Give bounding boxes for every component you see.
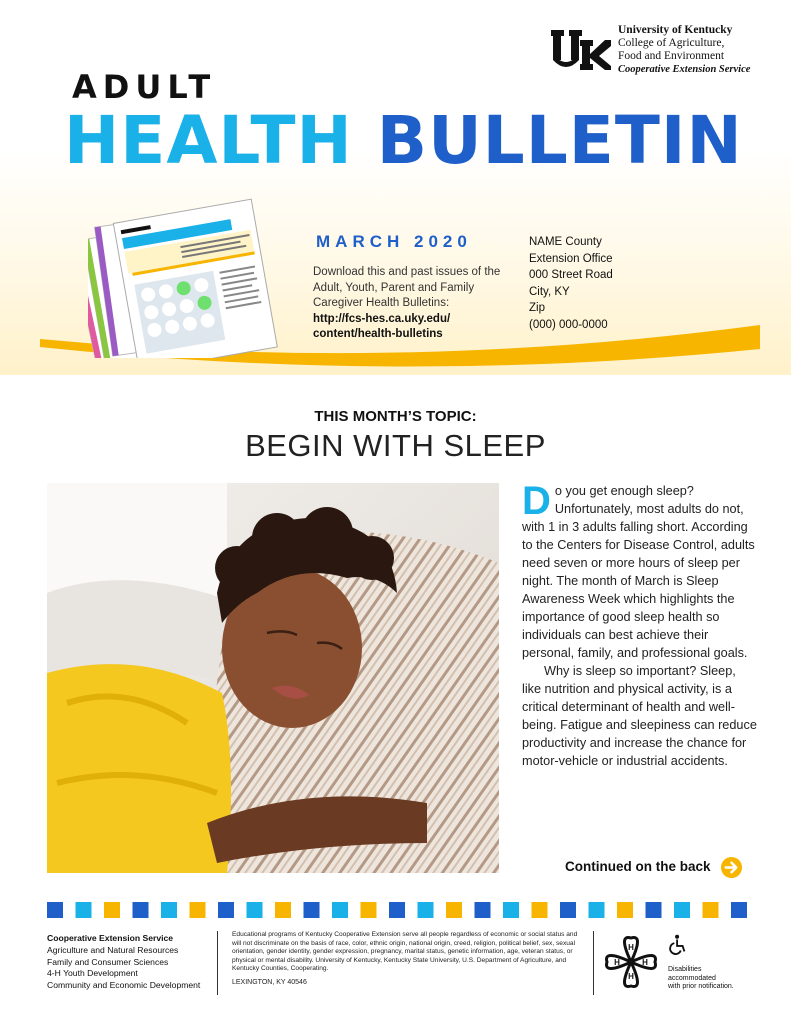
article-paragraph-2: Why is sleep so important? Sleep, like nutrition and physical activity, is a critical determinant of health and well-being. Fatigue and sleepiness can reduce productivity and increase the chance for motor-vehicle or industrial accidents. <box>522 664 757 768</box>
bulletin-url-line2[interactable]: content/health-bulletins <box>313 328 443 340</box>
decorative-square <box>218 902 234 918</box>
decorative-square <box>332 902 348 918</box>
decorative-square <box>646 902 662 918</box>
decorative-square <box>133 902 149 918</box>
decorative-square <box>674 902 690 918</box>
decorative-square <box>703 902 719 918</box>
uk-line1: University of Kentucky <box>618 24 733 36</box>
continued-link[interactable]: Continued on the back <box>565 859 711 874</box>
decorative-square <box>503 902 519 918</box>
disabilities-note <box>668 966 734 992</box>
arrow-right-circle-icon[interactable] <box>720 856 743 879</box>
bulletin-covers-image <box>88 198 288 358</box>
sleeping-woman-photo <box>47 483 499 873</box>
decorative-square <box>104 902 120 918</box>
footer-program: Agriculture and Natural Resources <box>47 944 179 955</box>
topic-title: BEGIN WITH SLEEP <box>245 428 546 463</box>
article-paragraph-1 <box>522 479 758 662</box>
svg-text:H: H <box>642 958 648 967</box>
disabilities-line: with prior notification. <box>668 983 734 990</box>
download-text: Download this and past issues of the Adult, Youth, Parent and Family Caregiver Health Bulletins: <box>313 266 501 309</box>
decorative-squares <box>47 902 747 918</box>
uk-line2: College of Agriculture, <box>618 37 725 49</box>
title-bulletin: BULLETIN <box>376 102 743 179</box>
nondiscrimination-statement: Educational programs of Kentucky Cooperative Extension serve all people regardless of economic or social status and will not discriminate on the basis of race, color, ethnic origin, national origin, creed, religion, political belief, sex, sexual orientation, gender identity, gender expression, pregnancy, marital status, genetic information, age, veteran status, or physical or mental disability. University of Kentucky, Kentucky State University, U.S. Department of Agriculture, and Kentucky Counties, Cooperating. <box>232 931 578 973</box>
footer-city: LEXINGTON, KY 40546 <box>232 978 307 986</box>
decorative-square <box>161 902 177 918</box>
uk-affiliation <box>618 24 750 76</box>
uk-line3: Food and Environment <box>618 50 725 62</box>
decorative-square <box>475 902 491 918</box>
decorative-square <box>418 902 434 918</box>
address-line: NAME County <box>529 236 602 248</box>
footer-divider <box>593 931 594 995</box>
address-line: City, KY <box>529 285 570 298</box>
address-line: (000) 000-0000 <box>529 318 608 331</box>
decorative-square <box>275 902 291 918</box>
decorative-square <box>532 902 548 918</box>
decorative-square <box>446 902 462 918</box>
decorative-square <box>560 902 576 918</box>
office-address <box>529 234 613 333</box>
wheelchair-icon <box>667 934 689 956</box>
decorative-square <box>361 902 377 918</box>
decorative-square <box>304 902 320 918</box>
svg-text:H: H <box>628 972 634 981</box>
footer-program: Family and Consumer Sciences <box>47 956 169 967</box>
download-info <box>313 265 513 343</box>
issue-date: MARCH 2020 <box>316 232 472 251</box>
paragraph-1-text: o you get enough sleep? Unfortunately, most adults do not, with 1 in 3 adults falling short. According to the Centers for Disease Control, adults need seven or more hours of sleep per night. The month of March is Sleep Awareness Week which highlights the importance of good sleep health so individuals can best achieve their personal, family, and professional goals. <box>522 484 755 660</box>
footer-divider <box>217 931 218 995</box>
title-adult: ADULT <box>72 68 217 106</box>
footer-program: 4-H Youth Development <box>47 968 138 979</box>
uk-line4: Cooperative Extension Service <box>618 64 751 75</box>
disabilities-line: Disabilities <box>668 966 702 973</box>
decorative-square <box>190 902 206 918</box>
uk-logo <box>551 28 611 72</box>
article-body <box>522 479 758 770</box>
topic-label: THIS MONTH’S TOPIC: <box>314 408 477 425</box>
decorative-square <box>589 902 605 918</box>
address-line: Zip <box>529 302 545 314</box>
svg-text:H: H <box>628 943 634 952</box>
decorative-square <box>47 902 63 918</box>
svg-text:H: H <box>614 958 620 967</box>
4h-clover-icon <box>600 932 662 992</box>
title-health-bulletin <box>64 102 743 179</box>
footer-statement <box>232 931 580 988</box>
decorative-square <box>389 902 405 918</box>
address-line: 000 Street Road <box>529 269 613 281</box>
drop-cap: D <box>522 479 551 523</box>
decorative-square <box>731 902 747 918</box>
bulletin-url-line1[interactable]: http://fcs-hes.ca.uky.edu/ <box>313 312 451 325</box>
footer-org <box>47 933 200 992</box>
address-line: Extension Office <box>529 252 613 265</box>
footer-program: Community and Economic Development <box>47 980 201 991</box>
title-health: HEALTH <box>64 102 353 179</box>
footer-org-title: Cooperative Extension Service <box>47 933 174 943</box>
disabilities-line: accommodated <box>668 974 716 982</box>
decorative-square <box>247 902 263 918</box>
decorative-square <box>76 902 92 918</box>
decorative-square <box>617 902 633 918</box>
